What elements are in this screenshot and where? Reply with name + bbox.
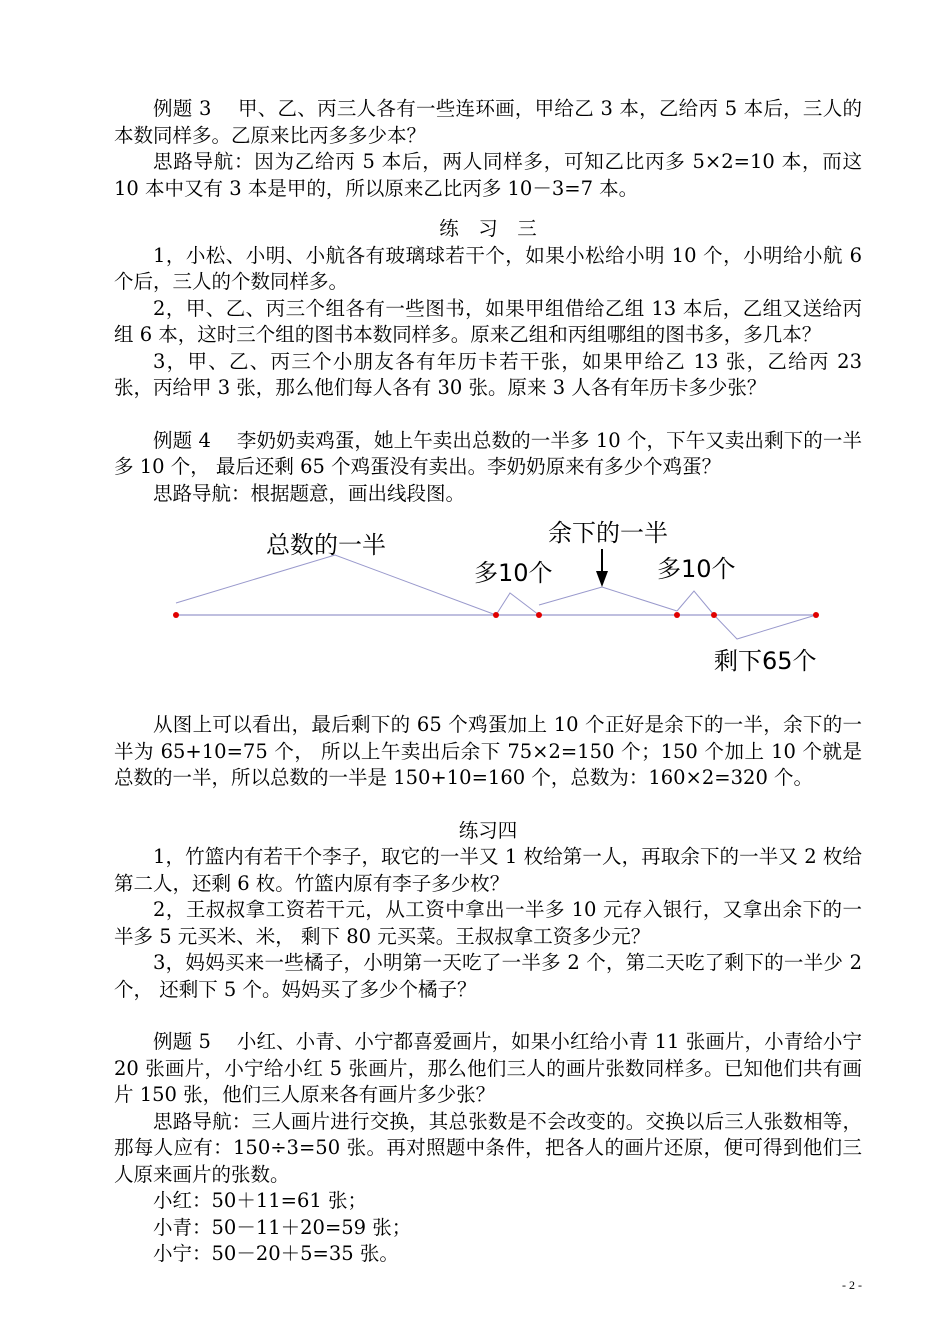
example4-problem: 例题 4 李奶奶卖鸡蛋，她上午卖出总数的一半多 10 个，下午又卖出剩下的一半多 10 个， 最后还剩 65 个鸡蛋没有卖出。李奶奶原来有多少个鸡蛋？ — [114, 428, 862, 478]
point-marker — [493, 612, 499, 618]
example5-answer: 小红：50＋11=61 张； — [153, 1189, 367, 1212]
label-more10-b: 多10个 — [657, 555, 736, 583]
label-half-total: 总数的一半 — [266, 531, 386, 559]
brace-more10-b — [677, 591, 714, 615]
example5-answer: 小宁：50－20＋5=35 张。 — [153, 1242, 399, 1265]
diagram-svg — [0, 507, 950, 712]
point-marker — [173, 612, 179, 618]
practice4-item: 3，妈妈买来一些橘子，小明第一天吃了一半多 2 个，第二天吃了剩下的一半少 2 个， 还剩下 5 个。妈妈买了多少个橘子？ — [114, 951, 869, 1001]
label-more10-a: 多10个 — [474, 559, 553, 587]
brace-more10-a — [496, 593, 539, 615]
practice4-title: 练习四 — [458, 818, 518, 842]
label-half-rest: 余下的一半 — [548, 519, 668, 547]
label-left65: 剩下65个 — [714, 647, 817, 675]
brace-half-total — [176, 555, 496, 615]
brace-left65 — [714, 615, 816, 639]
point-marker — [674, 612, 680, 618]
example4-hint: 思路导航：根据题意，画出线段图。 — [153, 481, 466, 505]
example3-problem: 例题 3 甲、乙、丙三人各有一些连环画，甲给乙 3 本，乙给丙 5 本后，三人的本数同样多。乙原来比丙多多少本？ — [114, 97, 862, 147]
example5-solution: 思路导航：三人画片进行交换，其总张数是不会改变的。交换以后三人张数相等，那每人应有：150÷3=50 张。再对照题中条件，把各人的画片还原，便可得到他们三人原来画片的张数。 — [114, 1109, 862, 1186]
practice4-item: 1，竹篮内有若干个李子，取它的一半又 1 枚给第一人，再取余下的一半又 2 枚给第二人，还剩 6 枚。竹篮内原有李子多少枚？ — [114, 845, 862, 895]
point-marker — [711, 612, 717, 618]
line-segment-diagram — [114, 507, 862, 712]
practice3-item: 2，甲、乙、丙三个组各有一些图书，如果甲组借给乙组 13 本后，乙组又送给丙组 6 本，这时三个组的图书本数同样多。原来乙组和丙组哪组的图书多，多几本？ — [114, 296, 862, 346]
example3-solution: 思路导航：因为乙给丙 5 本后，两人同样多，可知乙比丙多 5×2=10 本，而这 10 本中又有 3 本是甲的，所以原来乙比丙多 10－3=7 本。 — [114, 150, 869, 200]
page-number: - 2 - — [842, 1278, 862, 1292]
practice3-item: 3，甲、乙、丙三个小朋友各有年历卡若干张，如果甲给乙 13 张，乙给丙 23 张，丙给甲 3 张，那么他们每人各有 30 张。原来 3 人各有年历卡多少张？ — [114, 349, 869, 399]
document-body — [114, 96, 869, 1268]
practice4-item: 2，王叔叔拿工资若干元，从工资中拿出一半多 10 元存入银行，又拿出余下的一半多 5 元买米、米， 剩下 80 元买菜。王叔叔拿工资多少元？ — [114, 898, 862, 948]
practice3-title: 练 习 三 — [439, 217, 537, 240]
arrow-head-icon — [596, 571, 608, 587]
example5-answer: 小青：50－11＋20=59 张； — [153, 1215, 412, 1239]
brace-half-rest — [539, 587, 677, 611]
example4-explanation: 从图上可以看出，最后剩下的 65 个鸡蛋加上 10 个正好是余下的一半，余下的一半为 65+10=75 个， 所以上午卖出后余下 75×2=150 个；150 个加上 10 个就是总数的一半，所以总数的一半是 150+10=160 个，总数为：160×2=320 个。 — [114, 713, 862, 789]
practice3-item: 1，小松、小明、小航各有玻璃球若干个，如果小松给小明 10 个，小明给小航 6 个后，三人的个数同样多。 — [114, 243, 869, 293]
example5-problem: 例题 5 小红、小青、小宁都喜爱画片，如果小红给小青 11 张画片，小青给小宁 20 张画片，小宁给小红 5 张画片，那么他们三人的画片张数同样多。已知他们共有画片 150 张，他们三人原来各有画片多少张？ — [114, 1030, 869, 1106]
point-marker — [813, 612, 819, 618]
point-marker — [536, 612, 542, 618]
